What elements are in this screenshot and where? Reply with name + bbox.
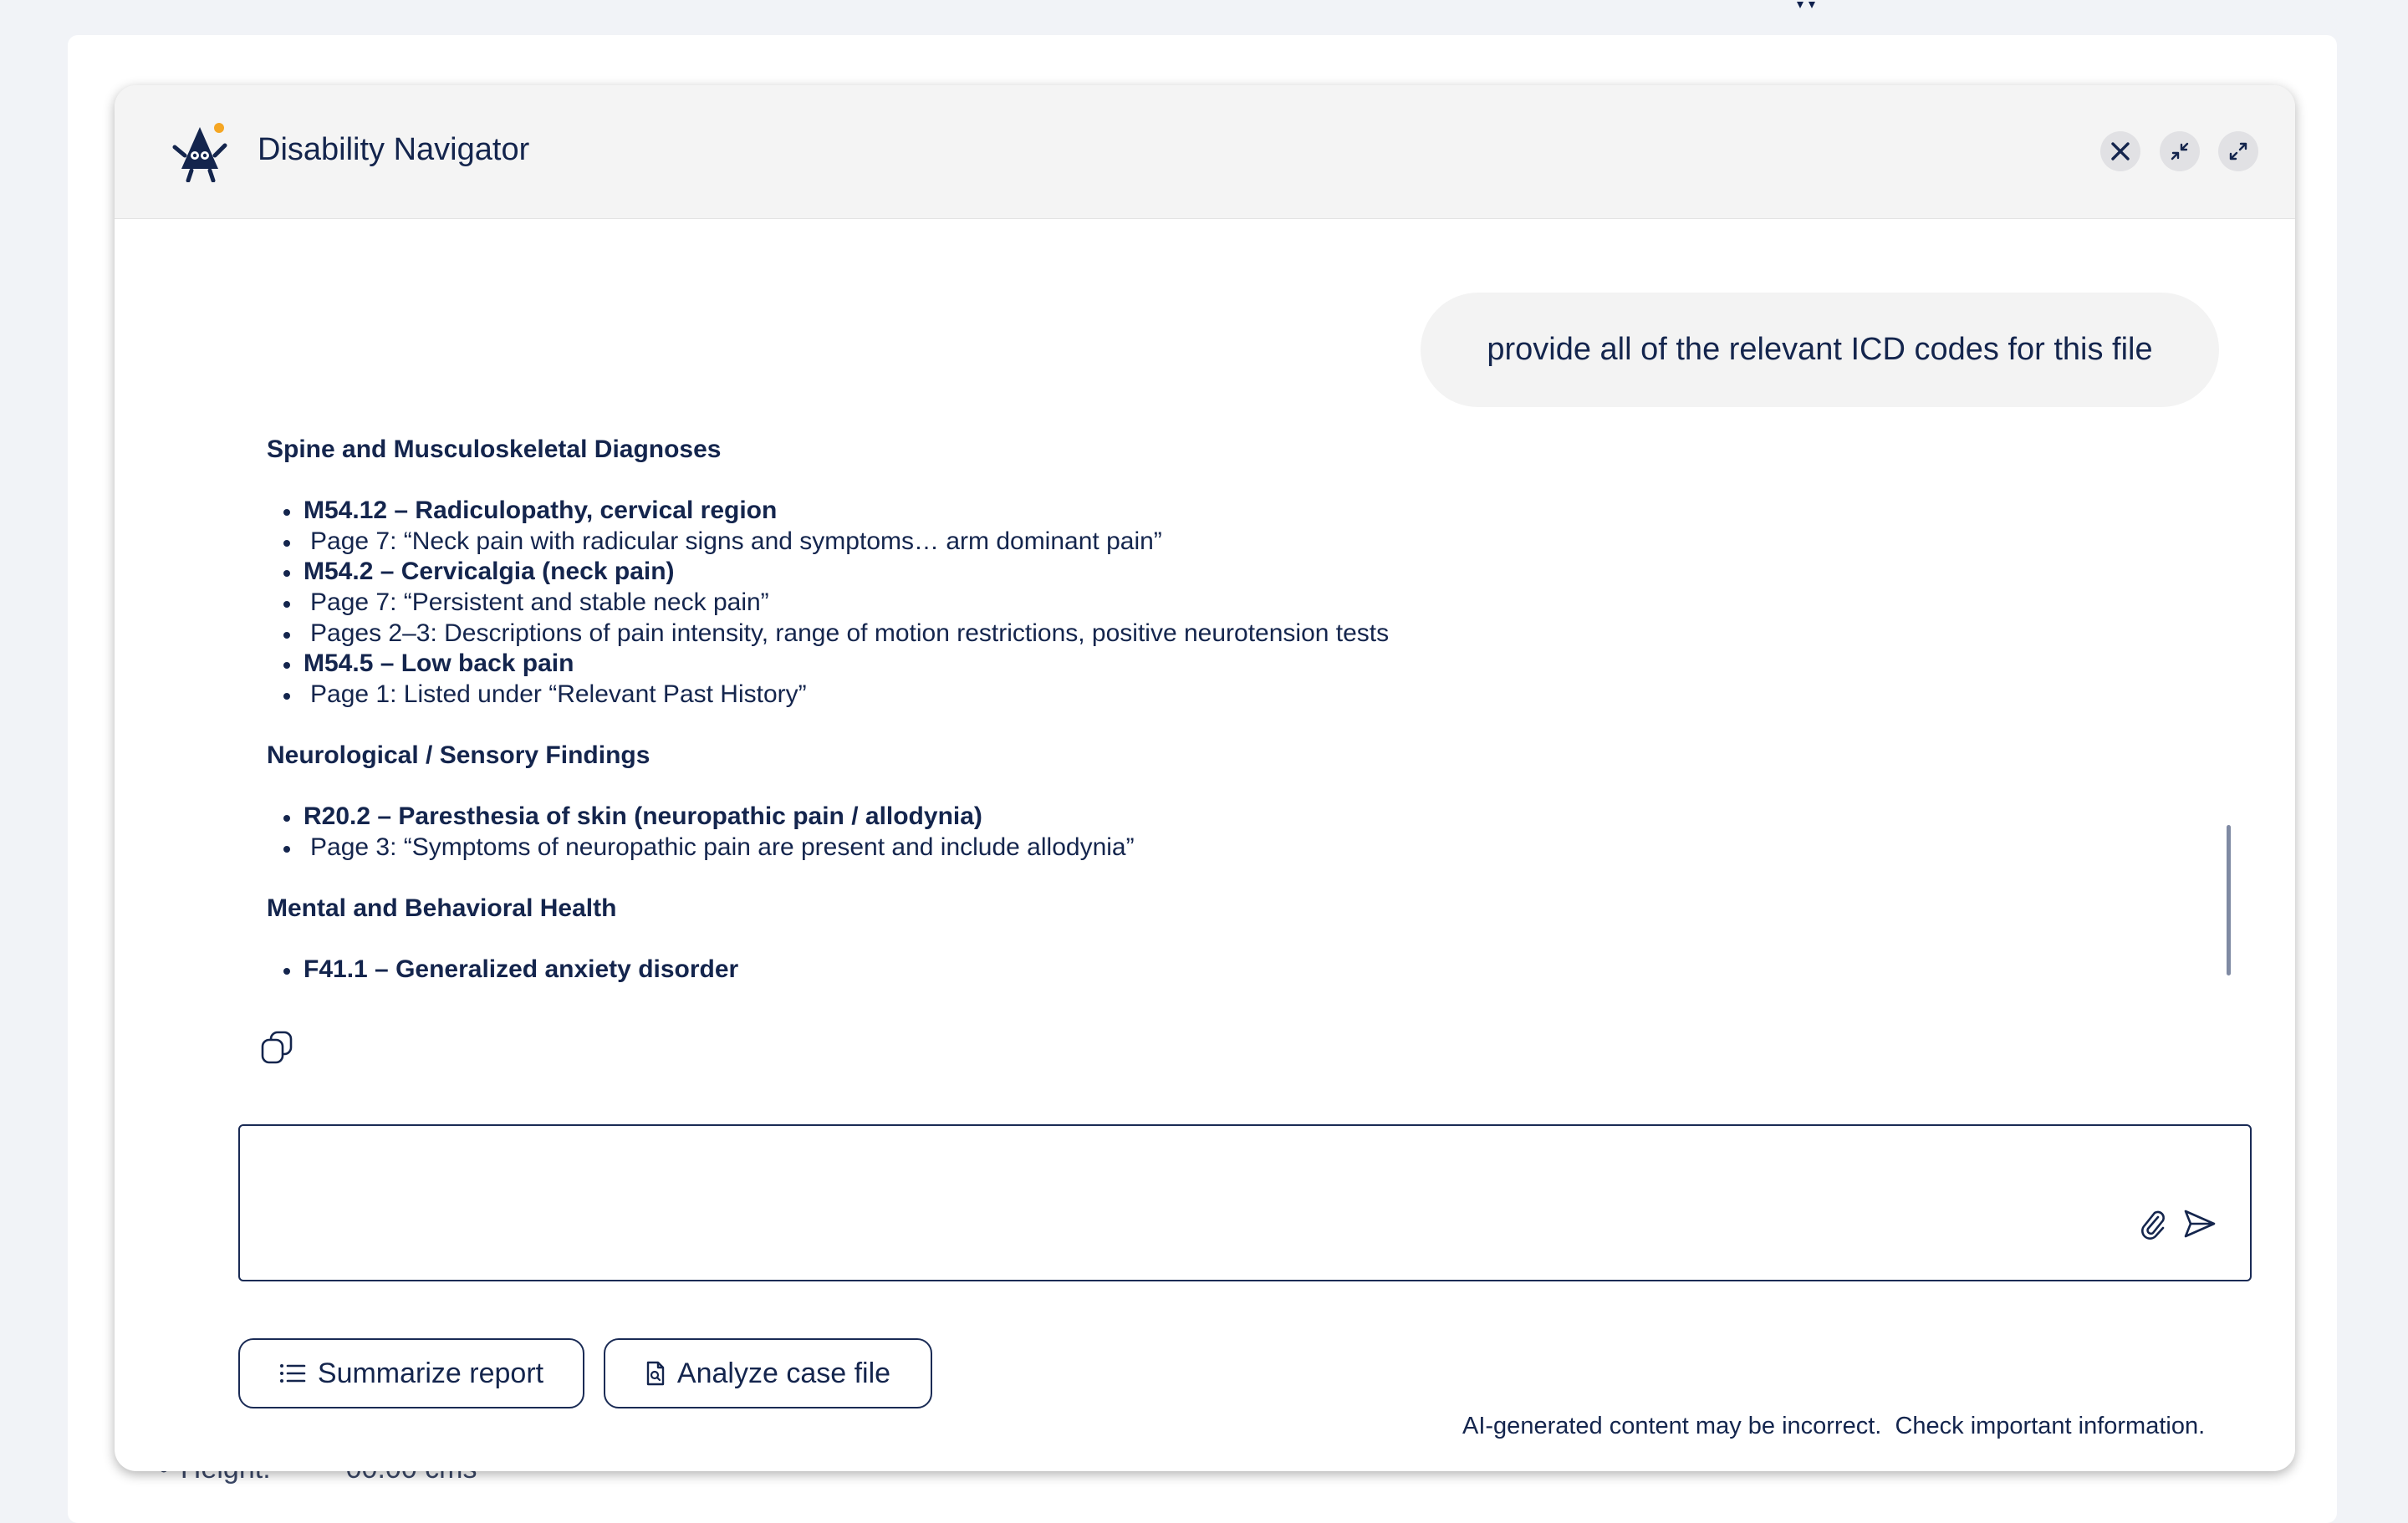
minimize-button[interactable] xyxy=(2160,131,2200,171)
user-message-text: provide all of the relevant ICD codes for this file xyxy=(1487,332,2153,367)
icd-code-item: F41.1 – Generalized anxiety disorder xyxy=(267,955,2023,986)
scrollbar-thumb[interactable] xyxy=(2227,825,2231,975)
close-icon xyxy=(2110,140,2131,162)
chat-modal xyxy=(115,85,2295,1471)
evidence-item: Pages 2–3: Descriptions of pain intensity, range of motion restrictions, positive neurotension tests xyxy=(267,619,2023,649)
evidence-item: Page 3: “Symptoms of neuropathic pain are present and include allodynia” xyxy=(267,833,2023,863)
icd-code-item: M54.2 – Cervicalgia (neck pain) xyxy=(267,557,2023,588)
icd-code-item: M54.12 – Radiculopathy, cervical region xyxy=(267,496,2023,527)
background-mascot-icon xyxy=(1792,0,1822,8)
attach-button[interactable] xyxy=(2138,1207,2168,1240)
user-message-bubble xyxy=(1421,293,2219,407)
document-search-icon xyxy=(645,1361,666,1386)
section-list xyxy=(267,955,2023,986)
paperclip-icon xyxy=(2138,1207,2168,1240)
copy-icon xyxy=(257,1027,297,1067)
icd-code-item: R20.2 – Paresthesia of skin (neuropathic pain / allodynia) xyxy=(267,802,2023,833)
evidence-item: Page 7: “Persistent and stable neck pain” xyxy=(267,588,2023,619)
section-heading: Neurological / Sensory Findings xyxy=(267,741,650,769)
section-list xyxy=(267,802,2023,863)
evidence-item: Page 7: “Neck pain with radicular signs and symptoms… arm dominant pain” xyxy=(267,527,2023,558)
minimize-icon xyxy=(2169,140,2191,162)
ai-disclaimer: AI-generated content may be incorrect. Check important information. xyxy=(1462,1413,2206,1439)
section-heading: Mental and Behavioral Health xyxy=(267,894,617,922)
message-input-box[interactable] xyxy=(238,1124,2252,1281)
mascot-logo-icon xyxy=(171,122,230,182)
send-button[interactable] xyxy=(2183,1209,2217,1239)
evidence-item: Page 1: Listed under “Relevant Past History” xyxy=(267,680,2023,711)
expand-button[interactable] xyxy=(2218,131,2258,171)
analyze-case-file-label: Analyze case file xyxy=(676,1357,891,1389)
icd-code-item: M54.5 – Low back pain xyxy=(267,649,2023,680)
send-icon xyxy=(2183,1209,2217,1239)
message-input[interactable] xyxy=(257,1139,2133,1266)
section-heading: Spine and Musculoskeletal Diagnoses xyxy=(267,436,722,463)
modal-header xyxy=(115,85,2295,219)
app-title: Disability Navigator xyxy=(258,132,530,167)
list-icon xyxy=(279,1363,306,1384)
section-list xyxy=(267,496,2023,710)
copy-button[interactable] xyxy=(257,1027,297,1067)
expand-icon xyxy=(2227,140,2249,162)
close-button[interactable] xyxy=(2100,131,2140,171)
analyze-case-file-button[interactable] xyxy=(604,1338,932,1408)
assistant-reply xyxy=(267,435,2023,1016)
summarize-report-button[interactable] xyxy=(238,1338,584,1408)
summarize-report-label: Summarize report xyxy=(317,1357,544,1389)
